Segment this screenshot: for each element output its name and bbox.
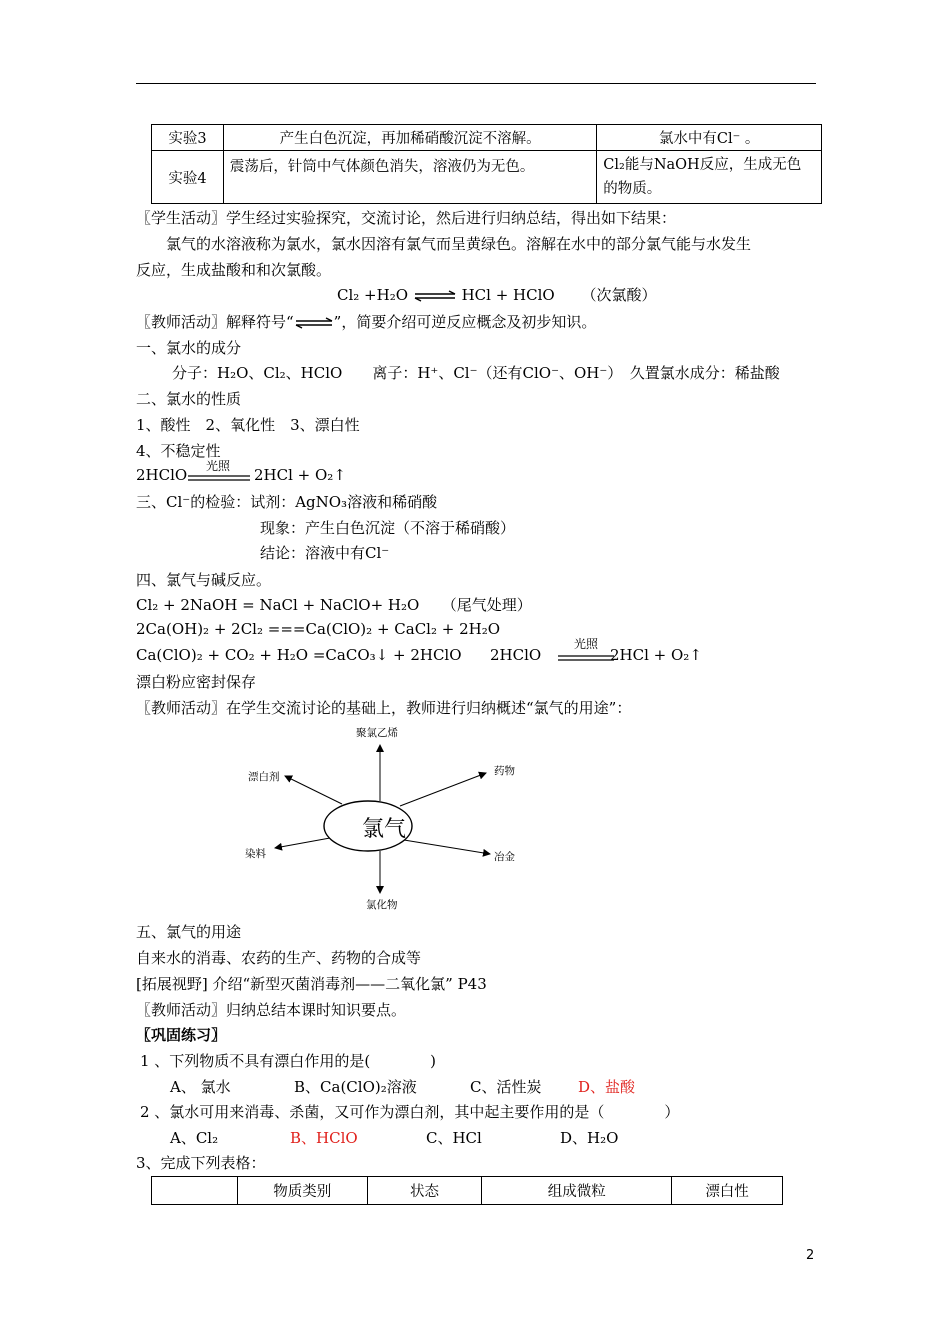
table-header-row	[152, 1177, 783, 1205]
double-line-icon	[188, 474, 252, 482]
reversible-arrow-icon	[294, 317, 334, 329]
practice-title: 〖巩固练习〗	[136, 1026, 227, 1044]
section-3-conclusion: 结论：溶液中有Cl⁻	[260, 544, 390, 562]
section-5-line: 自来水的消毒、农药的生产、药物的合成等	[136, 949, 422, 967]
exp-name: 实验3	[152, 125, 224, 151]
exp-observation: 产生白色沉淀，再加稀硝酸沉淀不溶解。	[223, 125, 596, 151]
equation-decomposition	[136, 466, 187, 484]
section-4-title: 四、氯气与碱反应。	[136, 571, 272, 589]
diagram-lower-left-label: 染料	[245, 848, 266, 860]
exp-name: 实验4	[152, 151, 224, 204]
section-1-line: 分子：H₂O、Cl₂、HClO 离子：H⁺、Cl⁻（还有ClO⁻、OH⁻） 久置氯水成分：稀盐酸	[172, 364, 780, 382]
eq1-note: （次氯酸）	[581, 286, 657, 304]
section-2-line1: 1、酸性 2、氧化性 3、漂白性	[136, 416, 360, 434]
q1-option-c: C、活性炭	[470, 1078, 542, 1096]
section-4-eq2: 2Ca(OH)₂ + 2Cl₂ ===Ca(ClO)₂ + CaCl₂ + 2H₂O	[136, 620, 501, 638]
teacher-activity-1	[136, 311, 596, 332]
question-3: 3、完成下列表格：	[136, 1154, 266, 1172]
page-number: 2	[806, 1248, 815, 1263]
teacher1-text-b: ”，简要介绍可逆反应概念及初步知识。	[333, 313, 597, 331]
arrow-lower-right	[404, 840, 490, 854]
table-header-cell: 漂白性	[672, 1177, 783, 1205]
section-1-title: 一、氯水的成分	[136, 339, 242, 357]
section-4-eq4-condition: 光照	[574, 637, 599, 651]
student-activity: 〖学生活动〗学生经过实验探究，交流讨论，然后进行归纳总结，得出如下结果：	[136, 209, 677, 227]
teacher-activity-2: 〖教师活动〗在学生交流讨论的基础上，教师进行归纳概述“氯气的用途”：	[136, 699, 632, 717]
eq1-right: HCl + HClO	[461, 286, 555, 304]
question-1: 1 、下列物质不具有漂白作用的是( )	[140, 1052, 437, 1070]
table-header-cell: 组成微粒	[482, 1177, 672, 1205]
diagram-bottom-label: 氯化物	[366, 899, 398, 911]
q2-option-a: A、Cl₂	[170, 1129, 219, 1147]
eq1-left: Cl₂ +H₂O	[337, 286, 409, 304]
table-header-cell: 状态	[367, 1177, 482, 1205]
q2-option-d: D、H₂O	[560, 1129, 619, 1147]
eq2-condition: 光照	[206, 459, 231, 473]
experiment-table	[151, 124, 822, 204]
equation-reversible	[337, 284, 657, 305]
section-4-note: 漂白粉应密封保存	[136, 673, 257, 691]
q1-option-a: A、 氯水	[170, 1078, 231, 1096]
completion-table	[151, 1176, 783, 1205]
section-2-title: 二、氯水的性质	[136, 390, 242, 408]
section-5-title: 五、氯气的用途	[136, 923, 242, 941]
arrow-lower-left	[275, 838, 330, 848]
teacher-activity-3: 〖教师活动〗归纳总结本课时知识要点。	[136, 1001, 407, 1019]
question-2: 2 、氯水可用来消毒、杀菌，又可作为漂白剂，其中起主要作用的是（ ）	[140, 1103, 680, 1121]
teacher1-text-a: 〖教师活动〗解释符号“	[136, 313, 294, 331]
arrow-upper-left	[285, 776, 342, 804]
diagram-lower-right-label: 冶金	[494, 851, 515, 863]
diagram-upper-left-label: 漂白剂	[248, 771, 280, 783]
section-2-line2: 4、不稳定性	[136, 442, 221, 460]
chlorine-water-para-1: 氯气的水溶液称为氯水，氯水因溶有氯气而呈黄绿色。溶解在水中的部分氯气能与水发生	[166, 235, 752, 253]
exp-conclusion: Cl₂能与NaOH反应，生成无色的物质。	[597, 151, 822, 204]
q1-option-b: B、Ca(ClO)₂溶液	[294, 1078, 417, 1096]
table-header-cell: 物质类别	[237, 1177, 367, 1205]
eq2-left: 2HClO	[136, 466, 188, 484]
q2-option-b: B、HClO	[290, 1129, 358, 1147]
diagram-upper-right-label: 药物	[494, 765, 515, 777]
section-4-eq4-left: 2HClO	[490, 646, 542, 664]
table-row	[152, 151, 822, 204]
exp-conclusion: 氯水中有Cl⁻ 。	[597, 125, 822, 151]
q2-option-c: C、HCl	[426, 1129, 482, 1147]
section-3-phenomenon: 现象：产生白色沉淀（不溶于稀硝酸）	[260, 519, 516, 537]
table-row	[152, 125, 822, 151]
exp-observation: 震荡后，针筒中气体颜色消失，溶液仍为无色。	[223, 151, 596, 204]
diagram-center-label: 氯气	[362, 817, 407, 842]
q1-option-d: D、盐酸	[578, 1078, 636, 1096]
section-4-eq1: Cl₂ + 2NaOH = NaCl + NaClO+ H₂O （尾气处理）	[136, 596, 532, 614]
arrow-upper-right	[400, 773, 486, 806]
reversible-arrow-icon	[413, 290, 457, 302]
section-4-eq4-right: 2HCl + O₂↑	[610, 646, 702, 664]
chlorine-water-para-2: 反应，生成盐酸和和次氯酸。	[136, 261, 332, 279]
eq2-right: 2HCl + O₂↑	[254, 466, 346, 484]
double-line-icon	[558, 654, 616, 662]
header-rule	[136, 83, 816, 84]
table-header-cell	[152, 1177, 238, 1205]
section-3-title: 三、Cl⁻的检验：试剂：AgNO₃溶液和稀硝酸	[136, 493, 438, 511]
extend-view: [拓展视野] 介绍“新型灭菌消毒剂——二氧化氯” P43	[136, 975, 487, 993]
section-4-eq3: Ca(ClO)₂ + CO₂ + H₂O =CaCO₃↓ + 2HClO	[136, 646, 462, 664]
diagram-top-label: 聚氯乙烯	[356, 727, 398, 739]
